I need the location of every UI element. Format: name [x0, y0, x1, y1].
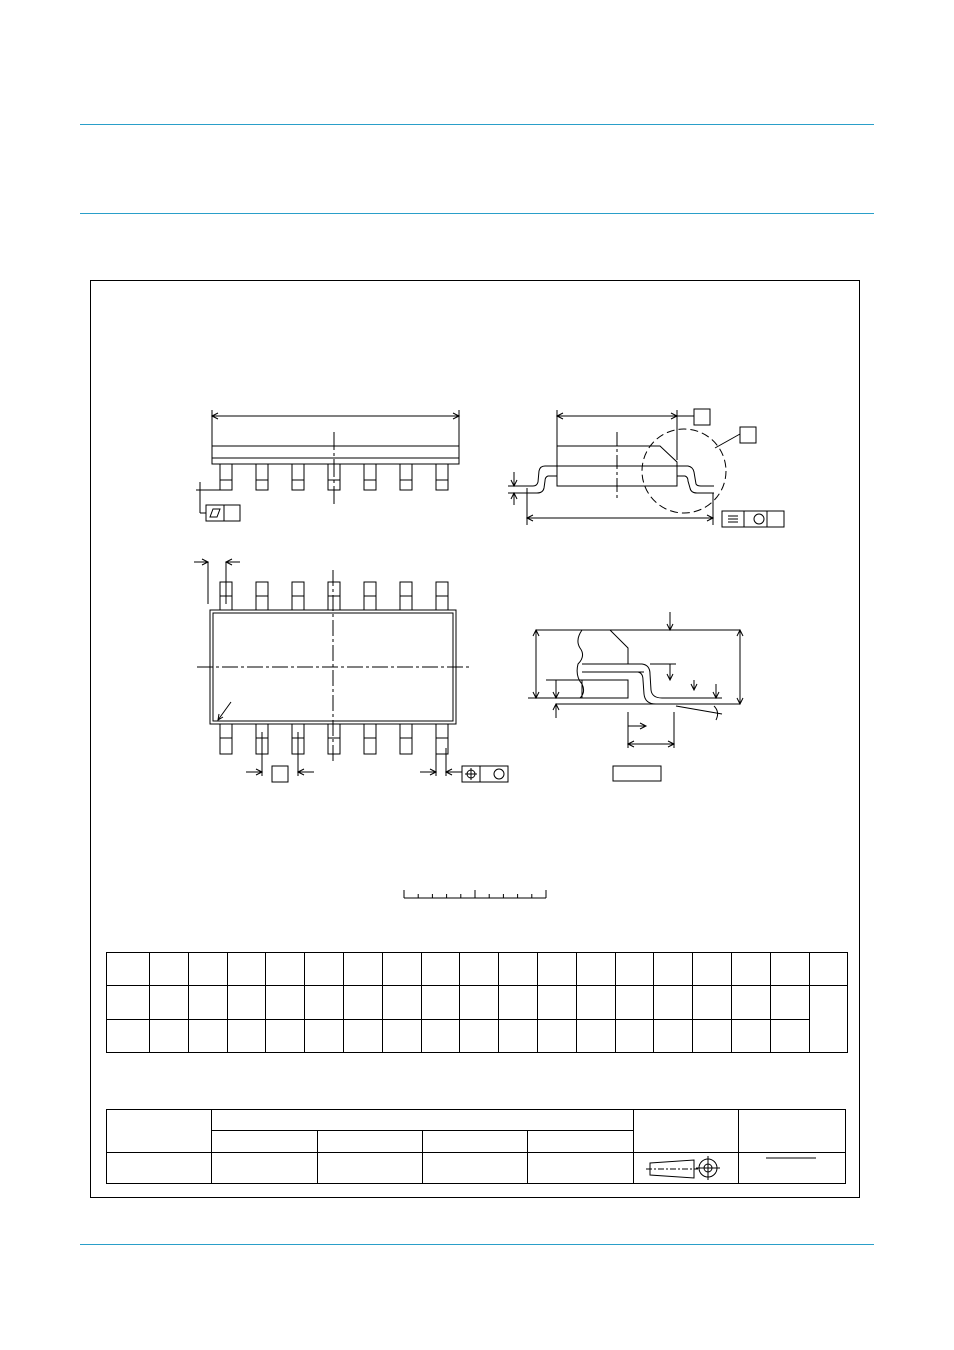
flatness-symbol-icon: [210, 509, 220, 517]
dimension-cell: [382, 986, 421, 1020]
top-lead: [436, 582, 448, 610]
dimension-cell: [809, 986, 848, 1053]
dimension-cell: [343, 986, 382, 1020]
dimension-table: [106, 952, 848, 1053]
jeita-value-cell: [423, 1153, 528, 1184]
dimension-cell: [654, 986, 693, 1020]
side-lead: [220, 464, 232, 490]
dimension-cell: [227, 1019, 266, 1053]
dimension-cell: [615, 986, 654, 1020]
dimension-cell: [499, 986, 538, 1020]
datum-box-a: [694, 409, 710, 425]
bottom-lead: [220, 724, 232, 754]
dimension-cell: [654, 1019, 693, 1053]
side-lead: [364, 464, 376, 490]
side-lead: [292, 464, 304, 490]
dimension-cell: [693, 953, 732, 986]
dimension-cell: [188, 1019, 227, 1053]
side-body: [212, 446, 459, 464]
side-lead: [256, 464, 268, 490]
dimension-cell: [693, 986, 732, 1020]
pitch-box: [272, 766, 288, 782]
dimension-cell: [731, 953, 770, 986]
dimension-cell: [809, 953, 848, 986]
dimension-cell: [731, 1019, 770, 1053]
position-symbol-icon: [465, 768, 477, 780]
issue-date-value-cell: [739, 1153, 846, 1184]
detail-caption-box: [613, 766, 661, 781]
top-view: [194, 559, 508, 782]
dimension-cell: [150, 953, 189, 986]
ref-extra-cell: [528, 1131, 634, 1153]
iec-value-cell: [212, 1153, 318, 1184]
dimension-cell: [343, 1019, 382, 1053]
dimension-cell: [770, 1019, 809, 1053]
dimension-cell: [576, 986, 615, 1020]
bottom-lead: [364, 724, 376, 754]
dimension-cell: [343, 953, 382, 986]
projection-value-cell: [634, 1153, 739, 1184]
detail-label-box: [740, 427, 756, 443]
dimension-cell: [382, 953, 421, 986]
top-lead: [292, 582, 304, 610]
dimension-cell: [537, 1019, 576, 1053]
jedec-value-cell: [318, 1153, 423, 1184]
dimension-cell: [460, 1019, 499, 1053]
ref-extra-value-cell: [528, 1153, 634, 1184]
dimension-cell: [499, 1019, 538, 1053]
dimension-cell: [421, 953, 460, 986]
dimension-cell: [107, 986, 150, 1020]
bottom-lead: [328, 724, 340, 754]
dimension-cell: [654, 953, 693, 986]
bottom-lead: [400, 724, 412, 754]
outline-version-table: [106, 1109, 846, 1184]
dimension-cell: [266, 953, 305, 986]
dimension-cell: [731, 986, 770, 1020]
dimension-cell: [693, 1019, 732, 1053]
top-lead: [364, 582, 376, 610]
dimension-cell: [615, 953, 654, 986]
dimension-cell: [537, 986, 576, 1020]
dimension-cell: [537, 953, 576, 986]
dimension-cell: [227, 953, 266, 986]
dimension-cell: [305, 986, 344, 1020]
jedec-cell: [318, 1131, 423, 1153]
dimension-cell: [266, 986, 305, 1020]
dimension-cell: [421, 986, 460, 1020]
projection-cell: [634, 1110, 739, 1153]
dimension-cell: [576, 953, 615, 986]
outline-value-cell: [107, 1153, 212, 1184]
dimension-cell: [615, 1019, 654, 1053]
dimension-cell: [150, 986, 189, 1020]
outline-version-cell: [107, 1110, 212, 1153]
dimension-cell: [107, 1019, 150, 1053]
dimension-cell: [460, 986, 499, 1020]
side-lead: [400, 464, 412, 490]
side-lead: [436, 464, 448, 490]
iec-cell: [212, 1131, 318, 1153]
coplanarity-symbol-icon: [728, 516, 738, 522]
scale-bar: [404, 890, 546, 898]
top-lead: [400, 582, 412, 610]
top-lead: [256, 582, 268, 610]
dimension-cell: [770, 953, 809, 986]
side-view: [196, 410, 459, 521]
dimension-cell: [188, 986, 227, 1020]
dimension-cell: [382, 1019, 421, 1053]
issue-date-cell: [739, 1110, 846, 1153]
jeita-cell: [423, 1131, 528, 1153]
dimension-cell: [770, 986, 809, 1020]
dimension-cell: [305, 953, 344, 986]
top-lead: [328, 582, 340, 610]
references-cell: [212, 1110, 634, 1131]
dimension-cell: [576, 1019, 615, 1053]
dimension-cell: [305, 1019, 344, 1053]
detail-x: [528, 612, 743, 781]
dimension-cell: [227, 986, 266, 1020]
dimension-cell: [499, 953, 538, 986]
dimension-cell: [266, 1019, 305, 1053]
end-view: [508, 409, 784, 527]
dimension-cell: [107, 953, 150, 986]
dimension-cell: [460, 953, 499, 986]
dimension-cell: [188, 953, 227, 986]
dimension-cell: [150, 1019, 189, 1053]
dimension-cell: [421, 1019, 460, 1053]
